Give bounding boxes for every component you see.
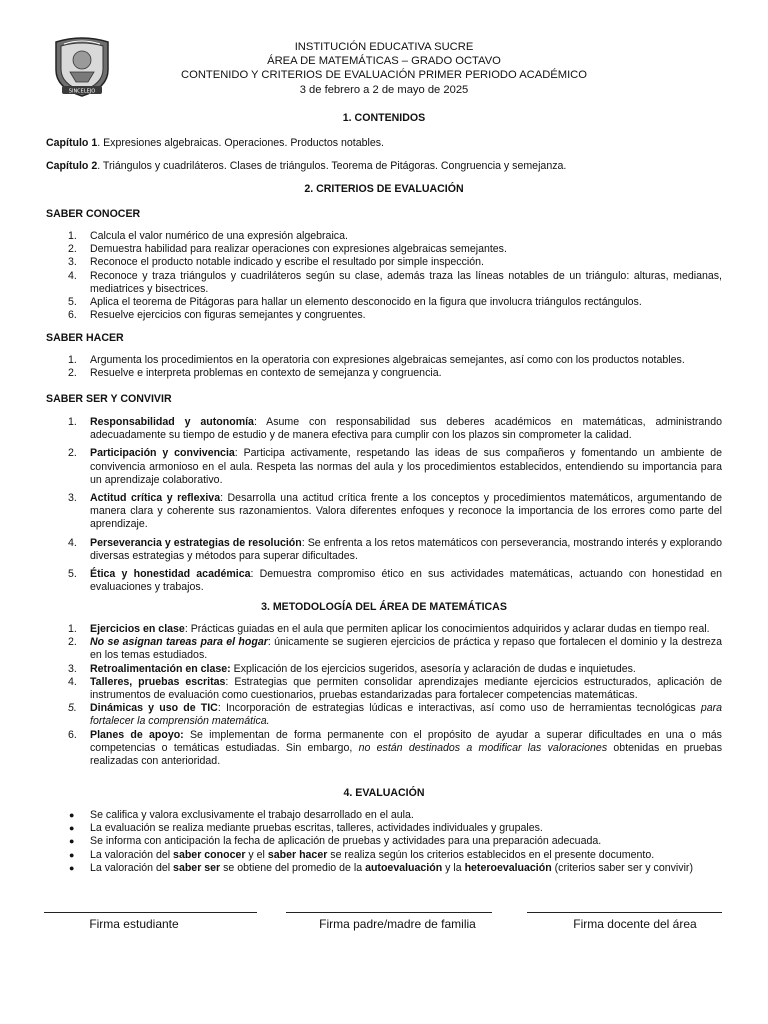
institution-name: INSTITUCIÓN EDUCATIVA SUCRE bbox=[294, 41, 474, 53]
list-item: 1. Responsabilidad y autonomía: Asume con responsabilidad sus deberes académicos en matemáticas, administrando adecuadamente su tiempo de estudio y de manera efectiva para cumplir con los plazos sin comprometer la calidad. bbox=[68, 416, 722, 442]
bullet-text: se realiza según los criterios establecidos en el presente documento. bbox=[327, 848, 655, 861]
list-item: 2. No se asignan tareas para el hogar: únicamente se sugieren ejercicios de práctica y repaso que fortalecen el dominio y la destreza en los temas estudiados. bbox=[68, 636, 722, 662]
criterion-label: Actitud crítica y reflexiva bbox=[90, 492, 221, 505]
method-text: Se implementan de forma permanente con el propósito de ayudar a superar dificultades en una o más competencias o temáticas estudiadas. Sin embargo, bbox=[90, 728, 722, 754]
bullet-text: La valoración del bbox=[90, 861, 174, 874]
criterion-label: Perseverancia y estrategias de resolución bbox=[90, 536, 302, 549]
method-label: No se asignan tareas para el hogar bbox=[90, 636, 268, 649]
method-text-italic: no están destinados a modificar las valoraciones bbox=[358, 741, 608, 754]
criterion-text: : Desarrolla una actitud crítica frente a los conceptos y procedimientos matemáticos, argumentando de manera clara y coherente sus razonamientos. Valora diferentes enfoques y reconoce la importancia de los errores como parte del aprendizaje. bbox=[90, 492, 722, 531]
list-item: 2. Participación y convivencia: Participa activamente, respetando las ideas de sus compañeros y fomentando un ambiente de convivencia armonioso en el aula. Respeta las normas del aula y los procedimientos establecidos, entendiendo su importancia para un aprendizaje colaborativo. bbox=[68, 447, 722, 486]
saber-hacer-list bbox=[46, 354, 722, 380]
saber-ser-title: SABER SER Y CONVIVIR bbox=[46, 393, 172, 405]
list-item: 5. Ética y honestidad académica: Demuestra compromiso ético en sus actividades matemáticas, actuando con honestidad en evaluaciones y trabajos. bbox=[68, 568, 722, 594]
bullet-text: La evaluación se realiza mediante pruebas escritas, talleres, actividades individuales y grupales. bbox=[90, 822, 543, 835]
signature-line-parent bbox=[286, 912, 492, 913]
method-label: Talleres, pruebas escritas bbox=[90, 675, 226, 688]
bullet-bold: saber hacer bbox=[267, 848, 328, 861]
bullet-text: La valoración del bbox=[90, 848, 174, 861]
saber-conocer-list bbox=[46, 230, 722, 322]
list-item-text: Demuestra habilidad para realizar operaciones con expresiones algebraicas semejantes. bbox=[90, 243, 507, 256]
signature-label-teacher: Firma docente del área bbox=[573, 917, 697, 931]
saber-hacer-title: SABER HACER bbox=[46, 332, 124, 344]
saber-ser-list bbox=[46, 416, 722, 594]
bullet-text: y el bbox=[245, 848, 268, 861]
list-item: 2. Demuestra habilidad para realizar operaciones con expresiones algebraicas semejantes. bbox=[68, 243, 507, 256]
signature-label-student: Firma estudiante bbox=[89, 917, 179, 931]
list-item: 2. Resuelve e interpreta problemas en contexto de semejanza y congruencia. bbox=[68, 367, 442, 380]
list-item: 1. Ejercicios en clase: Prácticas guiadas en el aula que permiten aplicar los conocimientos adquiridos y aclarar dudas en tiempo real. bbox=[68, 623, 710, 635]
method-text-tail: obtenidas en pruebas realizadas con anterioridad. bbox=[90, 741, 722, 768]
chapter-2-label: Capítulo 2 bbox=[46, 160, 98, 172]
signature-line-student bbox=[44, 912, 257, 913]
bullet-text: Se informa con anticipación la fecha de aplicación de pruebas y actividades para una preparación adecuada. bbox=[90, 835, 602, 848]
criterion-label: Responsabilidad y autonomía bbox=[90, 416, 254, 428]
criterion-text: : Demuestra compromiso ético en sus actividades matemáticas, actuando con honestidad en evaluaciones y trabajos. bbox=[90, 568, 722, 594]
list-item-text: Reconoce y traza triángulos y cuadriláteros según su clase, además traza las líneas notables de un triángulo: alturas, medianas, mediatrices y bisectrices. bbox=[90, 269, 722, 295]
period-dates: 3 de febrero a 2 de mayo de 2025 bbox=[299, 83, 469, 96]
list-item-text: Reconoce el producto notable indicado y escribe el resultado por simple inspección. bbox=[90, 256, 484, 269]
bullet-text: y la bbox=[442, 861, 465, 874]
metodologia-list bbox=[46, 623, 722, 768]
list-item: 6. Planes de apoyo: Se implementan de forma permanente con el propósito de ayudar a superar dificultades en una o más competencias o temáticas estudiadas. Sin embargo, no están destinados a modificar las valoraciones obtenidas en pruebas realizadas con anterioridad. bbox=[68, 728, 722, 768]
list-item: 3. Retroalimentación en clase: Explicación de los ejercicios sugeridos, asesoría y aclaración de dudas e inquietudes. bbox=[68, 662, 636, 675]
method-label: Retroalimentación en clase: bbox=[90, 662, 231, 675]
section-contenidos-title: 1. CONTENIDOS bbox=[342, 112, 426, 124]
method-label: Planes de apoyo: bbox=[90, 728, 184, 741]
list-item: 3. Reconoce el producto notable indicado y escribe el resultado por simple inspección. bbox=[68, 256, 484, 269]
signature-label-parent: Firma padre/madre de familia bbox=[319, 917, 476, 931]
list-item: 1. Calcula el valor numérico de una expresión algebraica. bbox=[68, 230, 348, 242]
list-item: ● La valoración del saber conocer y el saber hacer se realiza según los criterios establecidos en el presente documento. bbox=[69, 848, 655, 861]
area-name: ÁREA DE MATEMÁTICAS – GRADO OCTAVO bbox=[267, 55, 501, 68]
section-criterios-title: 2. CRITERIOS DE EVALUACIÓN bbox=[304, 183, 464, 195]
evaluacion-list bbox=[46, 809, 722, 875]
list-item: 3. Actitud crítica y reflexiva: Desarrolla una actitud crítica frente a los conceptos y procedimientos matemáticos, argumentando de manera clara y coherente sus razonamientos. Valora diferentes enfoques y reconoce la importancia de los errores como parte del aprendizaje. bbox=[68, 492, 722, 531]
bullet-bold: autoevaluación bbox=[365, 861, 443, 874]
document-header bbox=[120, 40, 648, 97]
list-item: 6. Resuelve ejercicios con figuras semejantes y congruentes. bbox=[68, 309, 366, 322]
list-item: ● Se informa con anticipación la fecha de aplicación de pruebas y actividades para una preparación adecuada. bbox=[69, 835, 602, 848]
criterion-text: : Se enfrenta a los retos matemáticos con perseverancia, mostrando interés y explorando diversas estrategias y métodos para superar dificultades. bbox=[90, 536, 722, 562]
list-item: ● La valoración del saber ser se obtiene del promedio de la autoevaluación y la heteroevaluación (criterios saber ser y convivir) bbox=[69, 861, 693, 874]
chapter-2-text: . Triángulos y cuadriláteros. Clases de triángulos. Teorema de Pitágoras. Congruencia y semejanza. bbox=[97, 160, 567, 172]
list-item: ● Se califica y valora exclusivamente el trabajo desarrollado en el aula. bbox=[69, 809, 414, 821]
criterion-text: : Participa activamente, respetando las ideas de sus compañeros y fomentando un ambiente de convivencia armonioso en el aula. Respeta las normas del aula y los procedimientos establecidos, entendiendo su importancia para un aprendizaje colaborativo. bbox=[90, 447, 722, 486]
method-text: : Prácticas guiadas en el aula que permiten aplicar los conocimientos adquiridos y aclarar dudas en tiempo real. bbox=[184, 623, 710, 635]
bullet-bold: saber conocer bbox=[173, 848, 246, 861]
criterion-label: Participación y convivencia bbox=[90, 447, 235, 460]
list-item: 4. Perseverancia y estrategias de resolución: Se enfrenta a los retos matemáticos con perseverancia, mostrando interés y explorando diversas estrategias y métodos para superar dificultades. bbox=[68, 536, 722, 562]
list-item-text: Resuelve ejercicios con figuras semejantes y congruentes. bbox=[90, 309, 366, 322]
list-item-text: Calcula el valor numérico de una expresión algebraica. bbox=[90, 230, 348, 242]
chapter-1 bbox=[46, 137, 722, 150]
list-item-text: Aplica el teorema de Pitágoras para hallar un elemento desconocido en la figura que involucra triángulos rectángulos. bbox=[90, 296, 642, 309]
school-crest-icon bbox=[48, 36, 116, 98]
method-text: Explicación de los ejercicios sugeridos, asesoría y aclaración de dudas e inquietudes. bbox=[230, 662, 636, 675]
method-text: : únicamente se sugieren ejercicios de práctica y repaso que fortalecen el dominio y la destreza en los temas estudiados. bbox=[90, 636, 722, 662]
bullet-text: (criterios saber ser y convivir) bbox=[551, 861, 693, 874]
method-label: Ejercicios en clase bbox=[90, 623, 185, 635]
criterion-text: : Asume con responsabilidad sus deberes académicos en matemáticas, administrando adecuadamente su tiempo de estudio y de manera efectiva para cumplir con los plazos sin comprometer la calidad. bbox=[90, 416, 722, 442]
list-item: 4. Talleres, pruebas escritas: Estrategias que permiten consolidar aprendizajes mediante ejercicios estructurados, aplicación de instrumentos de evaluación como cuestionarios, pruebas estandarizadas para fortalecer competencias matemáticas. bbox=[68, 675, 722, 702]
list-item-text: Argumenta los procedimientos en la operatoria con expresiones algebraicas semejantes, así como con los productos notables. bbox=[90, 354, 685, 366]
list-item-text: Resuelve e interpreta problemas en contexto de semejanza y congruencia. bbox=[90, 367, 442, 380]
chapter-2 bbox=[46, 160, 722, 173]
section-metodologia-title: 3. METODOLOGÍA DEL ÁREA DE MATEMÁTICAS bbox=[261, 601, 507, 613]
method-text: : Incorporación de estrategias lúdicas e interactivas, así como uso de herramientas tecnológicas bbox=[217, 702, 701, 715]
bullet-text: Se califica y valora exclusivamente el trabajo desarrollado en el aula. bbox=[90, 809, 414, 821]
list-item: 4. Reconoce y traza triángulos y cuadriláteros según su clase, además traza las líneas notables de un triángulo: alturas, medianas, mediatrices y bisectrices. bbox=[68, 269, 722, 295]
crest-label: SINCELEJO bbox=[68, 88, 96, 95]
list-item: 1. Argumenta los procedimientos en la operatoria con expresiones algebraicas semejantes, así como con los productos notables. bbox=[68, 354, 685, 366]
chapter-1-text: . Expresiones algebraicas. Operaciones. Productos notables. bbox=[97, 137, 385, 149]
method-text: : Estrategias que permiten consolidar aprendizajes mediante ejercicios estructurados, aplicación de instrumentos de evaluación como cuestionarios, pruebas estandarizadas para fortalecer competencias matemáticas. bbox=[90, 675, 722, 702]
criterion-label: Ética y honestidad académica bbox=[90, 568, 251, 581]
signature-line-teacher bbox=[527, 912, 722, 913]
bullet-text: se obtiene del promedio de la bbox=[220, 861, 366, 874]
bullet-bold: heteroevaluación bbox=[464, 861, 552, 874]
list-item: 5. Dinámicas y uso de TIC: Incorporación de estrategias lúdicas e interactivas, así como uso de herramientas tecnológicas para fortalecer la comprensión matemática. bbox=[68, 702, 723, 728]
list-item: 5. Aplica el teorema de Pitágoras para hallar un elemento desconocido en la figura que involucra triángulos rectángulos. bbox=[68, 296, 642, 309]
method-label: Dinámicas y uso de TIC bbox=[90, 702, 218, 715]
document-title: CONTENIDO Y CRITERIOS DE EVALUACIÓN PRIMER PERIODO ACADÉMICO bbox=[181, 69, 587, 82]
section-evaluacion-title: 4. EVALUACIÓN bbox=[343, 787, 425, 799]
saber-conocer-title: SABER CONOCER bbox=[46, 208, 141, 220]
chapter-1-label: Capítulo 1 bbox=[46, 137, 98, 149]
method-text-italic: para fortalecer la comprensión matemática. bbox=[90, 702, 723, 728]
bullet-bold: saber ser bbox=[173, 861, 221, 874]
list-item: ● La evaluación se realiza mediante pruebas escritas, talleres, actividades individuales y grupales. bbox=[69, 822, 543, 835]
